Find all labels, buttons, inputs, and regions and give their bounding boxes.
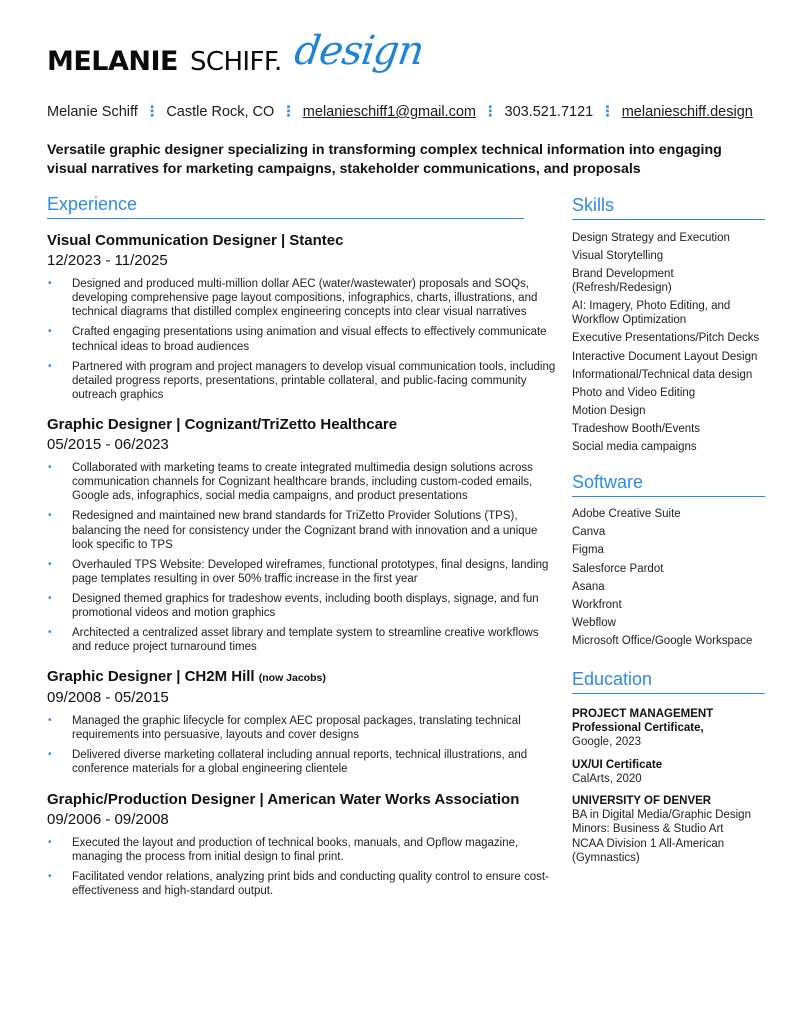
software-item: Figma <box>572 544 604 557</box>
education-detail: Google, 2023 <box>572 736 642 749</box>
summary: Versatile graphic designer specializing in transforming complex technical information into engaging visual narratives for marketing campaigns, stakeholder communications, and proposals <box>47 142 722 177</box>
job-title-text: Visual Communication Designer | Stantec <box>47 232 344 249</box>
list-item <box>47 325 557 353</box>
bullet-text: Overhauled TPS Website: Developed wireframes, functional prototypes, final designs, landing page templates resulting in over 50% traffic increase in the first year <box>72 558 549 586</box>
job-dates: 09/2008 - 05/2015 <box>47 689 169 706</box>
bullet-icon: • <box>48 837 52 848</box>
bullet-icon: • <box>48 871 52 883</box>
job-entry <box>47 791 557 904</box>
education-detail: NCAA Division 1 All-American (Gymnastics) <box>572 837 725 864</box>
job-dates: 12/2023 - 11/2025 <box>47 252 168 269</box>
separator-icon: ⋮ <box>600 104 615 120</box>
bullet-text: Designed and produced multi-million dollar AEC (water/wastewater) proposals and SOQs, developing comprehensive page layout compositions, infographics, charts, illustrations, and technical diagrams that distilled complex engineering concepts into clear visual narratives <box>72 278 538 319</box>
list-item <box>47 509 557 552</box>
bullet-icon: • <box>48 462 52 473</box>
education-detail: BA in Digital Media/Graphic Design <box>572 809 751 822</box>
job-entry <box>47 232 557 408</box>
contact-line <box>47 104 753 120</box>
job-entry <box>47 416 557 660</box>
bullet-icon: • <box>48 715 52 726</box>
software-item: Webflow <box>572 617 616 630</box>
education-entry <box>572 758 767 786</box>
list-item <box>47 558 557 586</box>
job-title <box>47 791 557 809</box>
list-item <box>47 836 557 864</box>
job-dates: 09/2006 - 09/2008 <box>47 811 169 828</box>
bullet-icon: • <box>48 558 52 570</box>
list-item <box>47 360 557 403</box>
bullet-icon: • <box>48 593 52 605</box>
bullet-icon: • <box>48 510 52 522</box>
software-item: Microsoft Office/Google Workspace <box>572 635 753 648</box>
skill-item: Motion Design <box>572 405 646 418</box>
software-item: Workfront <box>572 598 622 611</box>
job-title-note: (now Jacobs) <box>258 672 326 684</box>
bullet-text: Executed the layout and production of technical books, manuals, and Opflow magazine, managing the process from initial design to final print. <box>72 837 519 864</box>
skill-item: Social media campaigns <box>572 441 697 454</box>
job-entry <box>47 668 557 782</box>
logo-script: design <box>291 28 427 74</box>
list-item <box>47 592 557 620</box>
bullet-icon: • <box>48 627 52 639</box>
job-bullets <box>47 714 557 777</box>
job-bullets <box>47 836 557 899</box>
job-bullets <box>47 461 557 655</box>
job-dates: 05/2015 - 06/2023 <box>47 436 169 453</box>
list-item <box>47 461 557 504</box>
logo-last-name: SCHIFF. <box>190 47 282 77</box>
list-item <box>47 748 557 776</box>
job-title-text: Graphic Designer | CH2M Hill <box>47 668 255 685</box>
email-link[interactable]: melanieschiff1@gmail.com <box>302 104 477 120</box>
bullet-text: Architected a centralized asset library and template system to streamline creative workflows and reduce project turnaround times <box>72 627 539 654</box>
education-title: UX/UI Certificate <box>572 758 663 771</box>
software-item: Salesforce Pardot <box>572 562 664 575</box>
bullet-text: Managed the graphic lifecycle for complex AEC proposal packages, translating technical requirements into persuasive, layouts and cover designs <box>72 715 521 742</box>
job-bullets <box>47 277 557 402</box>
job-title <box>47 232 557 250</box>
education-heading: Education <box>572 669 765 694</box>
software-item: Adobe Creative Suite <box>572 508 681 520</box>
separator-icon: ⋮ <box>281 104 296 120</box>
bullet-icon: • <box>48 360 52 372</box>
job-title <box>47 668 557 687</box>
education-title: PROJECT MANAGEMENT <box>572 708 714 720</box>
website-link[interactable]: melanieschiff.design <box>621 104 753 120</box>
bullet-icon: • <box>48 278 52 289</box>
software-item: Canva <box>572 526 606 539</box>
skill-item: Interactive Document Layout Design <box>572 350 758 363</box>
contact-name: Melanie Schiff <box>47 104 138 120</box>
skill-item: Photo and Video Editing <box>572 386 696 399</box>
skill-item: Visual Storytelling <box>572 250 664 263</box>
education-subtitle: Professional Certificate, <box>572 722 704 735</box>
skill-item: Informational/Technical data design <box>572 368 753 381</box>
skill-item: Brand Development (Refresh/Redesign) <box>572 268 674 295</box>
education-detail: CalArts, 2020 <box>572 772 642 785</box>
skill-item: Design Strategy and Execution <box>572 232 730 244</box>
bullet-text: Designed themed graphics for tradeshow events, including booth displays, signage, and fun promotional videos and motion graphics <box>72 593 539 620</box>
skill-item: AI: Imagery, Photo Editing, and Workflow Optimization <box>572 300 731 327</box>
list-item <box>47 277 557 320</box>
software-item: Asana <box>572 580 605 593</box>
skills-heading: Skills <box>572 195 765 220</box>
contact-location: Castle Rock, CO <box>166 104 275 120</box>
bullet-text: Crafted engaging presentations using animation and visual effects to effectively communicate technical ideas to broad audiences <box>72 326 547 353</box>
bullet-text: Redesigned and maintained new brand standards for TriZetto Provider Solutions (TPS), balancing the need for consistency under the Cognizant brand with innovation and a unique look specific to TPS <box>72 510 538 551</box>
education-list <box>572 707 767 873</box>
bullet-text: Partnered with program and project managers to develop visual communication tools, including detailed progress reports, presentations, printable collateral, and public-facing community outreach graphics <box>72 360 556 402</box>
contact-phone: 303.521.7121 <box>504 104 594 120</box>
bullet-text: Collaborated with marketing teams to create integrated multimedia design solutions across communication channels for Cognizant healthcare brands, including custom-coded emails, Google ads, infographics, social media campaigns, and product presentations <box>72 462 533 503</box>
software-list <box>572 508 767 654</box>
education-entry <box>572 794 767 865</box>
job-title <box>47 416 557 434</box>
list-item <box>47 714 557 742</box>
education-entry <box>572 707 767 750</box>
education-title: UNIVERSITY OF DENVER <box>572 795 712 808</box>
skill-item: Tradeshow Booth/Events <box>572 423 701 436</box>
bullet-text: Facilitated vendor relations, analyzing print bids and conducting quality control to ensure cost-effectiveness and high-standard output. <box>72 871 549 898</box>
separator-icon: ⋮ <box>144 104 160 120</box>
list-item <box>47 626 557 654</box>
separator-icon: ⋮ <box>483 104 498 120</box>
job-title-text: Graphic Designer | Cognizant/TriZetto Healthcare <box>47 416 398 433</box>
experience-heading: Experience <box>47 194 524 219</box>
job-title-text: Graphic/Production Designer | American Water Works Association <box>47 791 520 808</box>
skill-item: Executive Presentations/Pitch Decks <box>572 332 760 345</box>
bullet-text: Delivered diverse marketing collateral including annual reports, technical illustrations, and conference materials for a global engineering clientele <box>72 749 528 776</box>
bullet-icon: • <box>48 326 52 338</box>
logo-first-name: MELANIE <box>47 46 178 77</box>
list-item <box>47 870 557 898</box>
skills-list <box>572 232 767 460</box>
education-detail: Minors: Business & Studio Art <box>572 823 724 836</box>
software-heading: Software <box>572 472 765 497</box>
bullet-icon: • <box>48 749 52 761</box>
